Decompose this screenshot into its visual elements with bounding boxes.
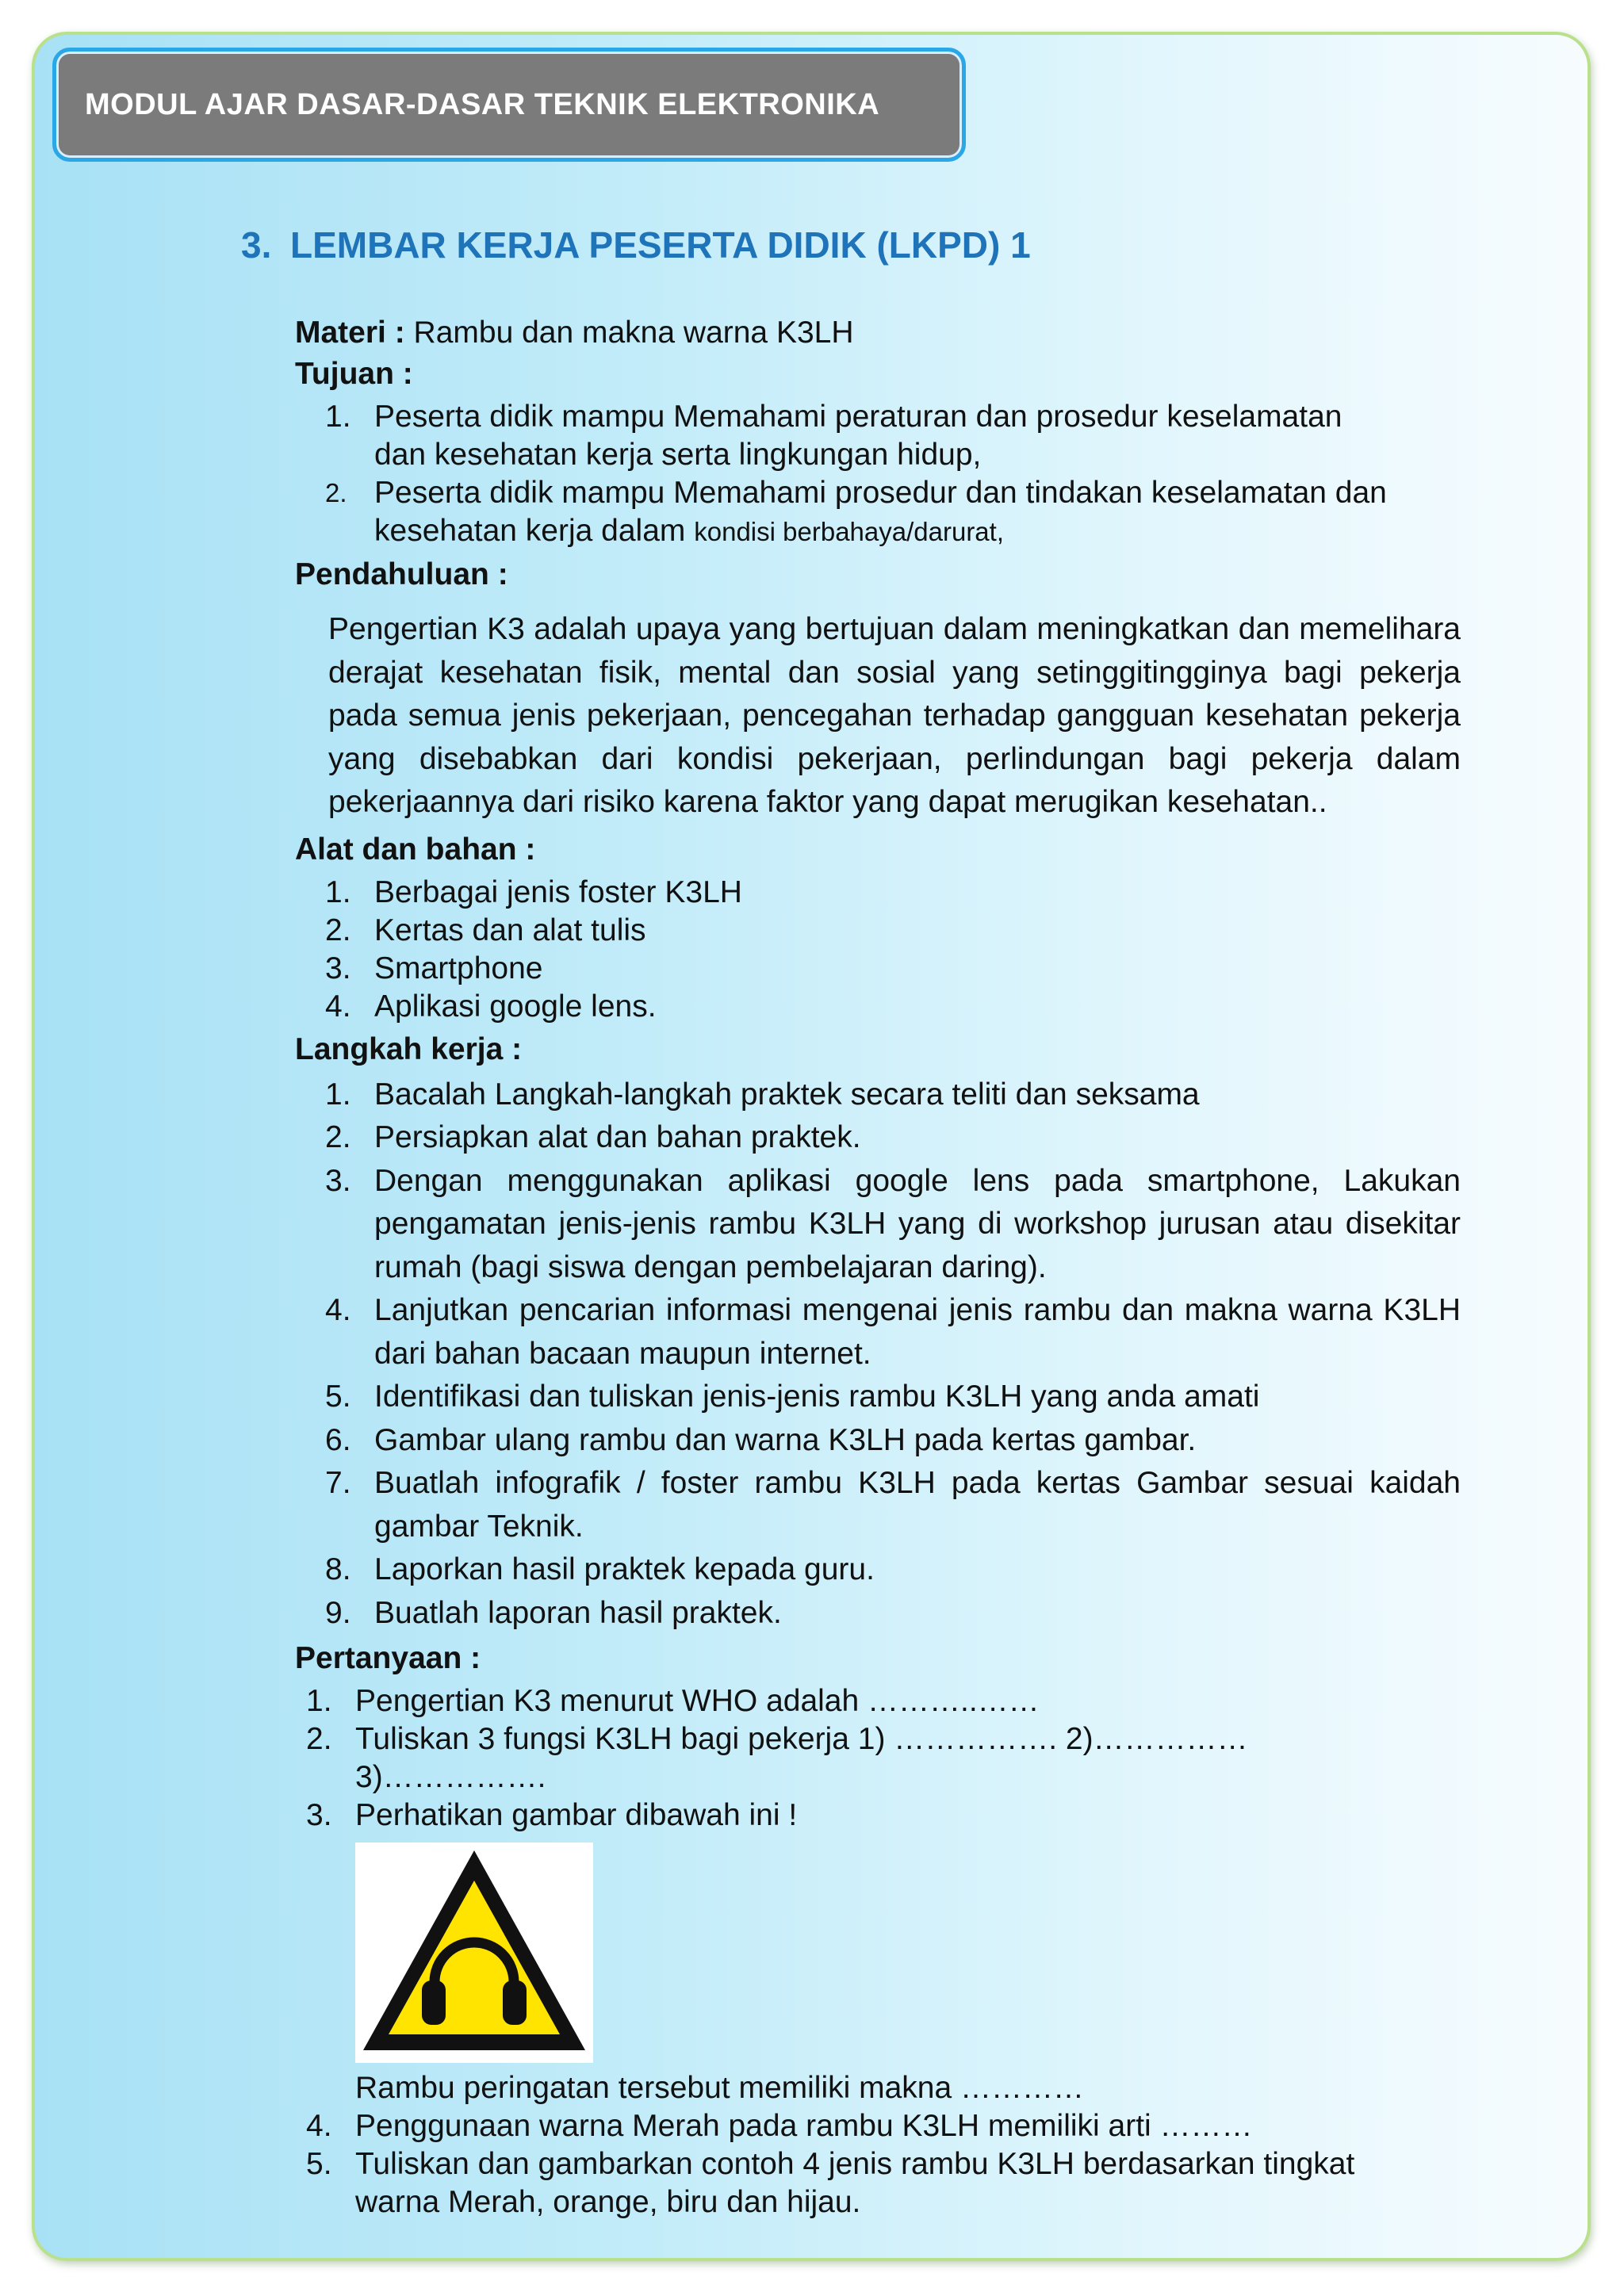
list-item: [295, 1419, 1461, 1463]
list-item: [295, 912, 1461, 950]
question-item: [295, 2107, 1461, 2145]
langkah-label: Langkah kerja :: [295, 1031, 523, 1066]
question-item: [295, 1797, 1461, 2107]
item-number: 2.: [325, 1120, 351, 1154]
item-number: 5.: [306, 2147, 332, 2181]
item-number: 7.: [325, 1466, 351, 1500]
langkah-list: [295, 1073, 1461, 1636]
item-number: 5.: [325, 1380, 351, 1414]
item-text: Identifikasi dan tuliskan jenis-jenis rambu K3LH yang anda amati: [374, 1380, 1260, 1414]
question-text: Perhatikan gambar dibawah ini !: [355, 1798, 798, 1832]
warning-sign-image: [355, 1843, 593, 2063]
list-item: [295, 1289, 1461, 1376]
item-number: 4.: [325, 989, 351, 1024]
item-line: kesehatan kerja dalam: [374, 514, 695, 548]
item-number: 3.: [325, 951, 351, 985]
pendahuluan-text: Pengertian K3 adalah upaya yang bertujuan dalam meningkatkan dan memelihara derajat kesehatan fisik, mental dan sosial yang setinggitingginya bagi pekerja pada semua jenis pekerjaan, pencegahan terhadap gangguan kesehatan pekerja yang disebabkan dari kondisi pekerjaan, perlindungan bagi pekerja dalam pekerjaannya dari risiko karena faktor yang dapat merugikan kesehatan..: [328, 612, 1461, 819]
item-text: Dengan menggunakan aplikasi google lens pada smartphone, Lakukan pengamatan jenis-jenis rambu K3LH yang di workshop jurusan atau disekitar rumah (bagi siswa dengan pembelajaran daring).: [374, 1163, 1461, 1284]
alat-label: Alat dan bahan :: [295, 832, 536, 867]
list-item: [295, 474, 1461, 551]
item-number: 3.: [325, 1163, 351, 1198]
list-item: [295, 874, 1461, 912]
list-item: [295, 950, 1461, 988]
module-header: [52, 48, 966, 162]
item-text: Persiapkan alat dan bahan praktek.: [374, 1120, 861, 1154]
materi-value: Rambu dan makna warna K3LH: [413, 316, 854, 350]
item-text: Lanjutkan pencarian informasi mengenai jenis rambu dan makna warna K3LH dari bahan bacaan maupun internet.: [374, 1293, 1461, 1371]
item-number: 1.: [306, 1684, 332, 1718]
list-item: [295, 1073, 1461, 1117]
section-number: 3.: [241, 224, 272, 266]
tujuan-label: Tujuan :: [295, 357, 413, 391]
item-text: Bacalah Langkah-langkah praktek secara teliti dan seksama: [374, 1077, 1200, 1112]
question-text: Tuliskan dan gambarkan contoh 4 jenis rambu K3LH berdasarkan tingkat: [355, 2147, 1355, 2181]
question-caption: Rambu peringatan tersebut memiliki makna …………: [355, 2071, 1085, 2105]
question-item: [295, 2145, 1461, 2221]
section-title: LEMBAR KERJA PESERTA DIDIK (LKPD) 1: [290, 224, 1031, 266]
item-line: Peserta didik mampu Memahami peraturan dan prosedur keselamatan: [374, 400, 1342, 434]
worksheet-content: [295, 314, 1461, 2226]
question-text: Penggunaan warna Merah pada rambu K3LH memiliki arti ………: [355, 2109, 1253, 2143]
item-text: Smartphone: [374, 951, 543, 985]
item-text: Laporkan hasil praktek kepada guru.: [374, 1552, 875, 1586]
item-number: 2.: [325, 478, 347, 507]
item-number: 2.: [306, 1722, 332, 1756]
item-number: 6.: [325, 1422, 351, 1457]
list-item: [295, 1548, 1461, 1592]
item-number: 3.: [306, 1798, 332, 1832]
alat-list: [295, 874, 1461, 1026]
item-number: 1.: [325, 1077, 351, 1112]
item-text: Kertas dan alat tulis: [374, 913, 646, 947]
item-text: Gambar ulang rambu dan warna K3LH pada kertas gambar.: [374, 1422, 1197, 1457]
question-text: warna Merah, orange, biru dan hijau.: [355, 2185, 861, 2219]
list-item: [295, 1116, 1461, 1160]
materi-row: [295, 314, 1461, 352]
list-item: [295, 398, 1461, 474]
pertanyaan-label: Pertanyaan :: [295, 1641, 481, 1675]
item-number: 4.: [325, 1293, 351, 1327]
item-number: 1.: [325, 874, 351, 909]
list-item: [295, 1592, 1461, 1636]
question-item: [295, 1682, 1461, 1720]
materi-label: Materi :: [295, 316, 405, 350]
item-number: 9.: [325, 1595, 351, 1630]
item-line: Peserta didik mampu Memahami prosedur dan tindakan keselamatan dan: [374, 476, 1387, 510]
item-text: Buatlah infografik / foster rambu K3LH pada kertas Gambar sesuai kaidah gambar Teknik.: [374, 1466, 1461, 1544]
item-text: Buatlah laporan hasil praktek.: [374, 1595, 782, 1630]
section-heading: [241, 224, 1031, 266]
item-number: 2.: [325, 913, 351, 947]
tujuan-list: [295, 398, 1461, 551]
ear-protection-warning-icon: [355, 1843, 593, 2063]
pertanyaan-list: [295, 1682, 1461, 2221]
pendahuluan-label: Pendahuluan :: [295, 557, 508, 591]
item-line: dan kesehatan kerja serta lingkungan hidup,: [374, 438, 982, 472]
question-item: [295, 1720, 1461, 1797]
list-item: [295, 1462, 1461, 1548]
item-number: 4.: [306, 2109, 332, 2143]
question-text: 3)…………….: [355, 1760, 546, 1794]
question-text: Pengertian K3 menurut WHO adalah ………..……: [355, 1684, 1040, 1718]
question-text: Tuliskan 3 fungsi K3LH bagi pekerja 1) ……………. 2)……………: [355, 1722, 1248, 1756]
item-text: Berbagai jenis foster K3LH: [374, 874, 742, 909]
list-item: [295, 988, 1461, 1026]
list-item: [295, 1376, 1461, 1419]
item-number: 8.: [325, 1552, 351, 1586]
item-number: 1.: [325, 400, 351, 434]
module-title: MODUL AJAR DASAR-DASAR TEKNIK ELEKTRONIKA: [85, 87, 880, 121]
list-item: [295, 1160, 1461, 1290]
item-text: Aplikasi google lens.: [374, 989, 657, 1024]
item-line-small: kondisi berbahaya/darurat,: [694, 517, 1004, 546]
